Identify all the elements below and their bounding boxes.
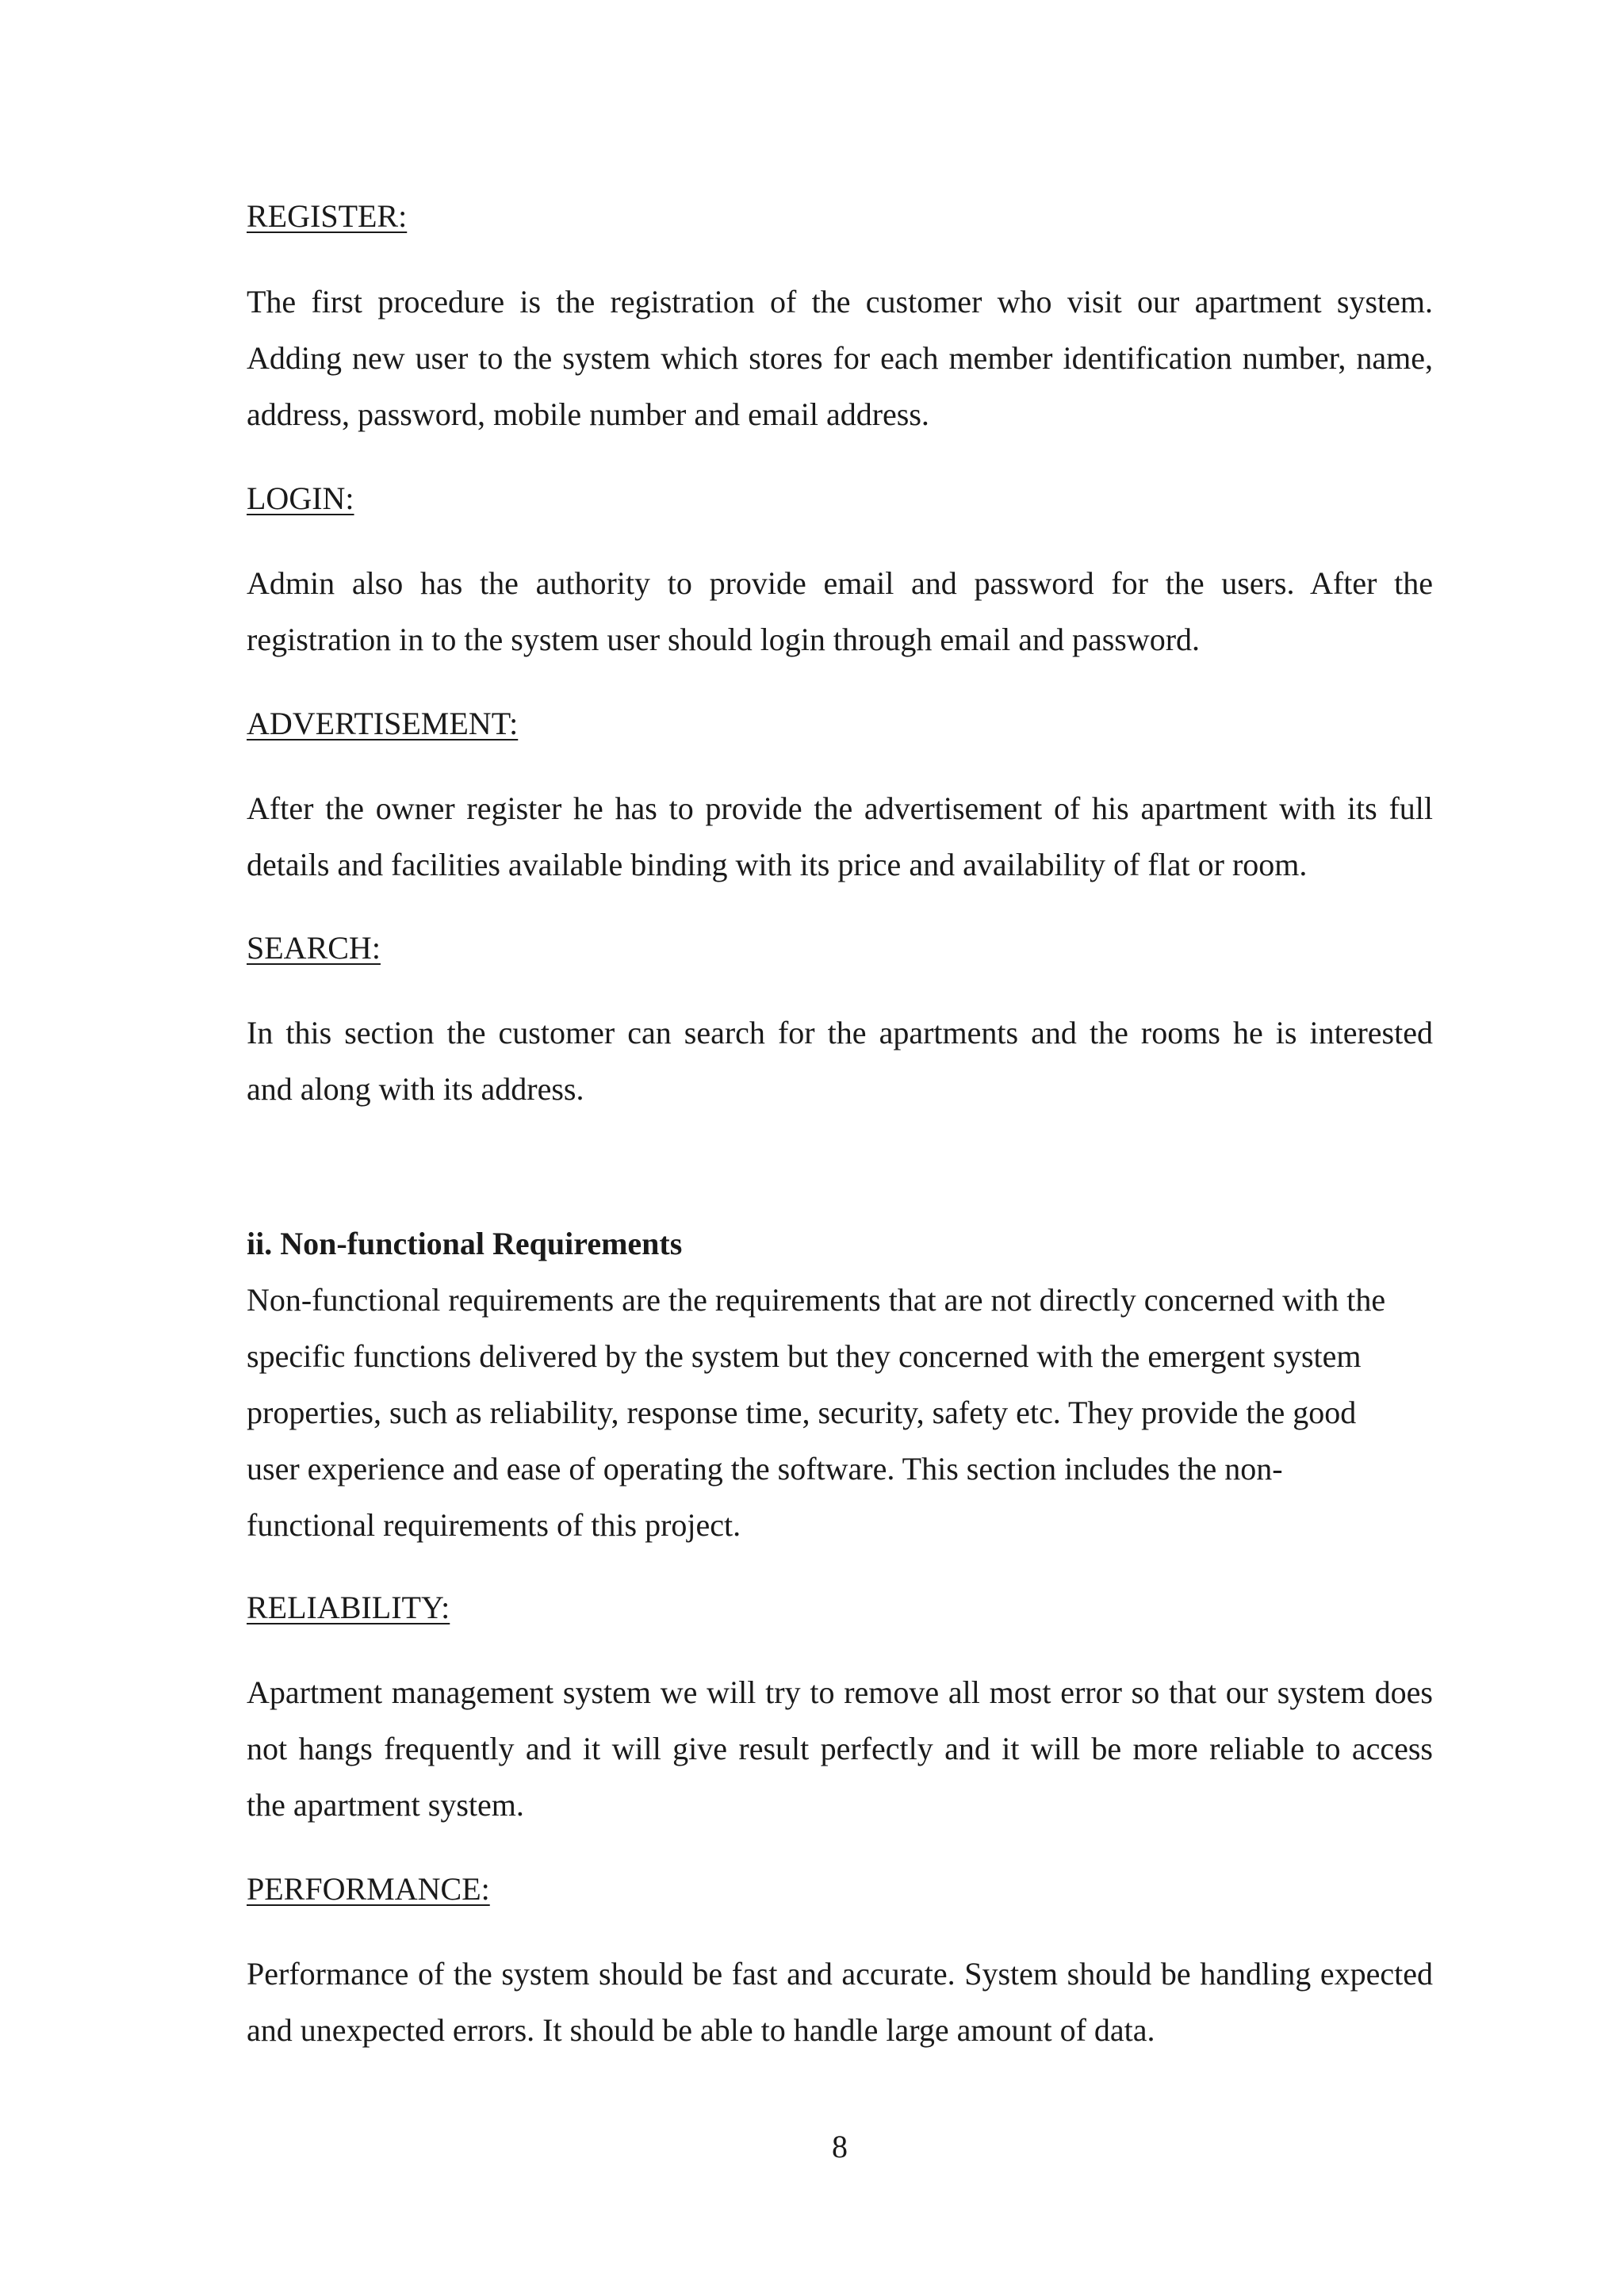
nonfunctional-line-5: functional requirements of this project. bbox=[247, 1507, 741, 1543]
nonfunctional-line-3: properties, such as reliability, response time, security, safety etc. They provide the good bbox=[247, 1395, 1357, 1430]
nonfunctional-paragraph bbox=[247, 1272, 1433, 1553]
performance-paragraph bbox=[247, 1946, 1433, 2058]
reliability-line-1: Apartment management system we will try to remove all most error so that our system does bbox=[247, 1674, 1433, 1710]
advertisement-line-1: After the owner register he has to provide the advertisement of his apartment with its full bbox=[247, 790, 1433, 826]
nonfunctional-line-4: user experience and ease of operating the software. This section includes the non- bbox=[247, 1451, 1283, 1487]
advertisement-line-2: details and facilities available binding with its price and availability of flat or room. bbox=[247, 847, 1308, 882]
search-heading: SEARCH: bbox=[247, 930, 381, 966]
login-paragraph bbox=[247, 555, 1433, 668]
performance-heading: PERFORMANCE: bbox=[247, 1871, 490, 1907]
advertisement-paragraph bbox=[247, 780, 1433, 893]
login-line-2: registration in to the system user should login through email and password. bbox=[247, 622, 1201, 657]
login-heading: LOGIN: bbox=[247, 480, 354, 516]
advertisement-heading: ADVERTISEMENT: bbox=[247, 706, 519, 741]
register-line-1: The first procedure is the registration of the customer who visit our apartment system. bbox=[247, 284, 1433, 320]
reliability-line-2: not hangs frequently and it will give result perfectly and it will be more reliable to access bbox=[247, 1731, 1433, 1766]
search-paragraph bbox=[247, 1004, 1433, 1117]
reliability-paragraph bbox=[247, 1664, 1433, 1833]
nonfunctional-line-2: specific functions delivered by the system but they concerned with the emergent system bbox=[247, 1338, 1362, 1374]
performance-line-2: and unexpected errors. It should be able to handle large amount of data. bbox=[247, 2012, 1155, 2048]
search-line-1: In this section the customer can search for the apartments and the rooms he is interested bbox=[247, 1015, 1433, 1050]
nonfunctional-title: ii. Non-functional Requirements bbox=[247, 1226, 683, 1261]
search-line-2: and along with its address. bbox=[247, 1071, 584, 1107]
login-line-1: Admin also has the authority to provide email and password for the users. After the bbox=[247, 565, 1433, 601]
register-heading: REGISTER: bbox=[247, 198, 408, 234]
reliability-line-3: the apartment system. bbox=[247, 1787, 524, 1823]
performance-line-1: Performance of the system should be fast and accurate. System should be handling expected bbox=[247, 1956, 1433, 1992]
register-line-3: address, password, mobile number and email address. bbox=[247, 396, 929, 432]
nonfunctional-line-1: Non-functional requirements are the requirements that are not directly concerned with the bbox=[247, 1282, 1386, 1318]
reliability-heading: RELIABILITY: bbox=[247, 1590, 450, 1625]
page-number: 8 bbox=[832, 2129, 848, 2164]
register-line-2: Adding new user to the system which stores for each member identification number, name, bbox=[247, 340, 1433, 376]
register-paragraph bbox=[247, 274, 1433, 442]
